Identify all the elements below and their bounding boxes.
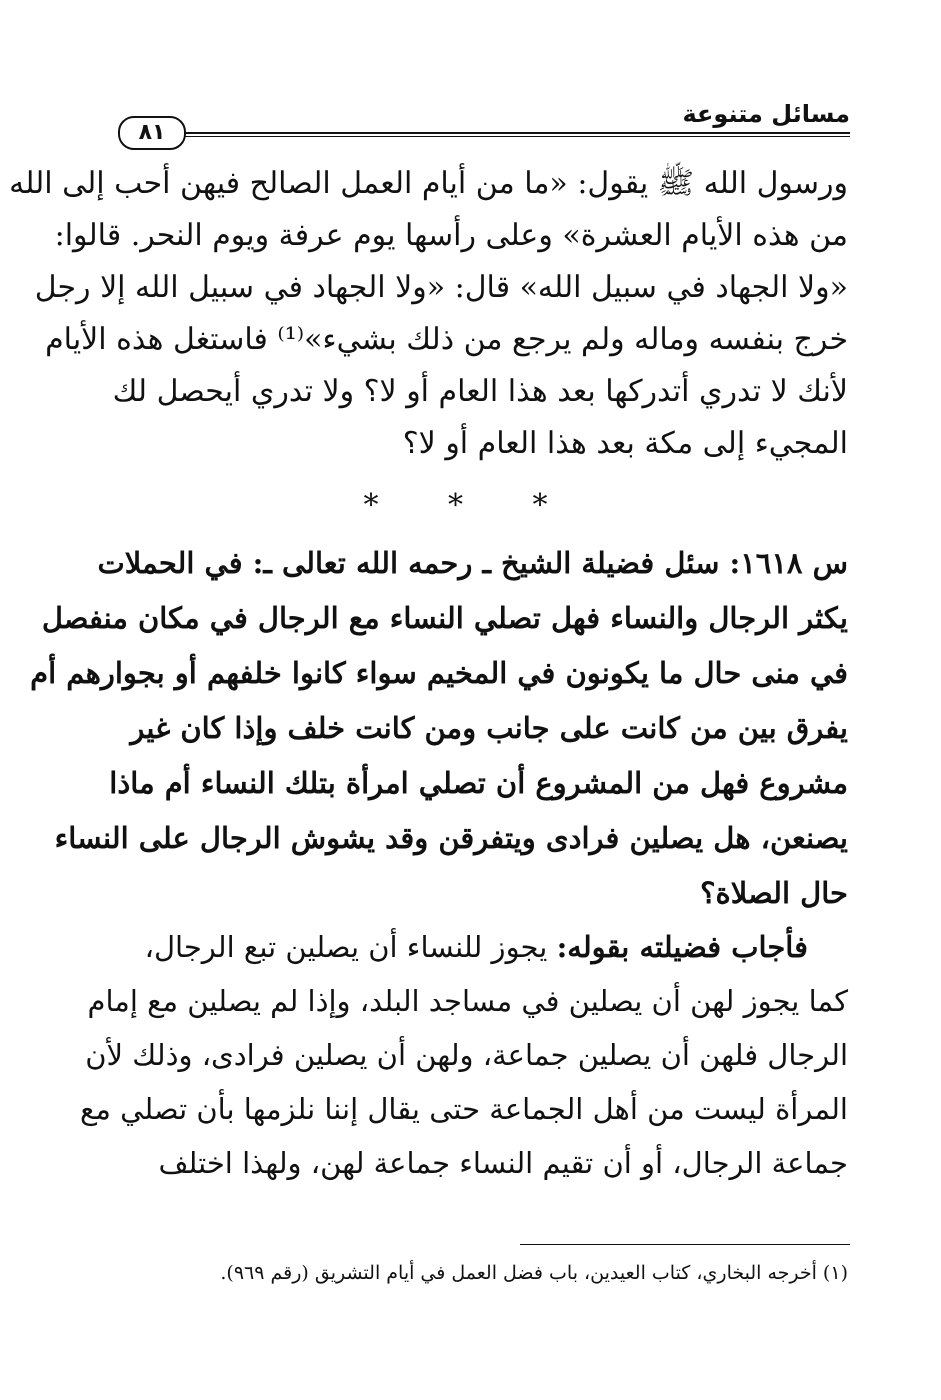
text-line: لأنك لا تدري أتدركها بعد هذا العام أو لا؟ ولا تدري أيحصل لك (112, 374, 848, 409)
text-line: من هذه الأيام العشرة» وعلى رأسها يوم عرفة ويوم النحر. قالوا: (54, 218, 848, 253)
question-line: س ١٦١٨: سئل فضيلة الشيخ ـ رحمه الله تعالى ـ: في الحملات (97, 546, 848, 580)
text-line: خرج بنفسه وماله ولم يرجع من ذلك بشيء»⁽¹⁾ فاستغل هذه الأيام (45, 322, 848, 357)
text-line: المجيء إلى مكة بعد هذا العام أو لا؟ (402, 426, 848, 461)
page-header (118, 98, 850, 148)
answer-first-line (108, 920, 848, 974)
answer-line: يجوز للنساء أن يصلين تبع الرجال، (144, 930, 548, 964)
question-line: يصنعن، هل يصلين فرادى ويتفرقن وقد يشوش الرجال على النساء (54, 821, 848, 855)
paragraph-hadith (9, 158, 848, 470)
question-line: في منى حال ما يكونون في المخيم سواء كانوا خلفهم أو بجوارهم أم (30, 656, 848, 690)
answer-lead: فأجاب فضيلته بقوله: (556, 930, 808, 964)
page-number: ٨١ (118, 116, 186, 150)
question-block (30, 536, 848, 921)
answer-line: المرأة ليست من أهل الجماعة حتى يقال إننا نلزمها بأن تصلي مع (79, 1092, 848, 1126)
chapter-title: مسائل متنوعة (682, 100, 850, 128)
question-line: يفرق بين من كانت على جانب ومن كانت خلف وإذا كان غير (130, 711, 848, 745)
answer-block (79, 920, 848, 1190)
text-line: «ولا الجهاد في سبيل الله» قال: «ولا الجهاد في سبيل الله إلا رجل (34, 270, 848, 305)
question-line: يكثر الرجال والنساء فهل تصلي النساء مع الرجال في مكان منفصل (41, 601, 848, 635)
question-line: مشروع فهل من المشروع أن تصلي امرأة بتلك النساء أم ماذا (109, 766, 848, 800)
header-rule (180, 132, 850, 137)
answer-line: الرجال فلهن أن يصلين جماعة، ولهن أن يصلين فرادى، وذلك لأن (85, 1038, 848, 1072)
footnote-rule (520, 1244, 850, 1245)
footnote: (١) أخرجه البخاري، كتاب العيدين، باب فضل العمل في أيام التشريق (رقم ٩٦٩). (220, 1262, 848, 1284)
section-separator: * * * (363, 488, 578, 523)
answer-line: جماعة الرجال، أو أن تقيم النساء جماعة لهن، ولهذا اختلف (158, 1146, 848, 1180)
text-line: ورسول الله ﷺ يقول: «ما من أيام العمل الصالح فيهن أحب إلى الله (9, 166, 848, 201)
question-line: حال الصلاة؟ (700, 876, 848, 910)
answer-line: كما يجوز لهن أن يصلين في مساجد البلد، وإذا لم يصلين مع إمام (87, 984, 848, 1018)
